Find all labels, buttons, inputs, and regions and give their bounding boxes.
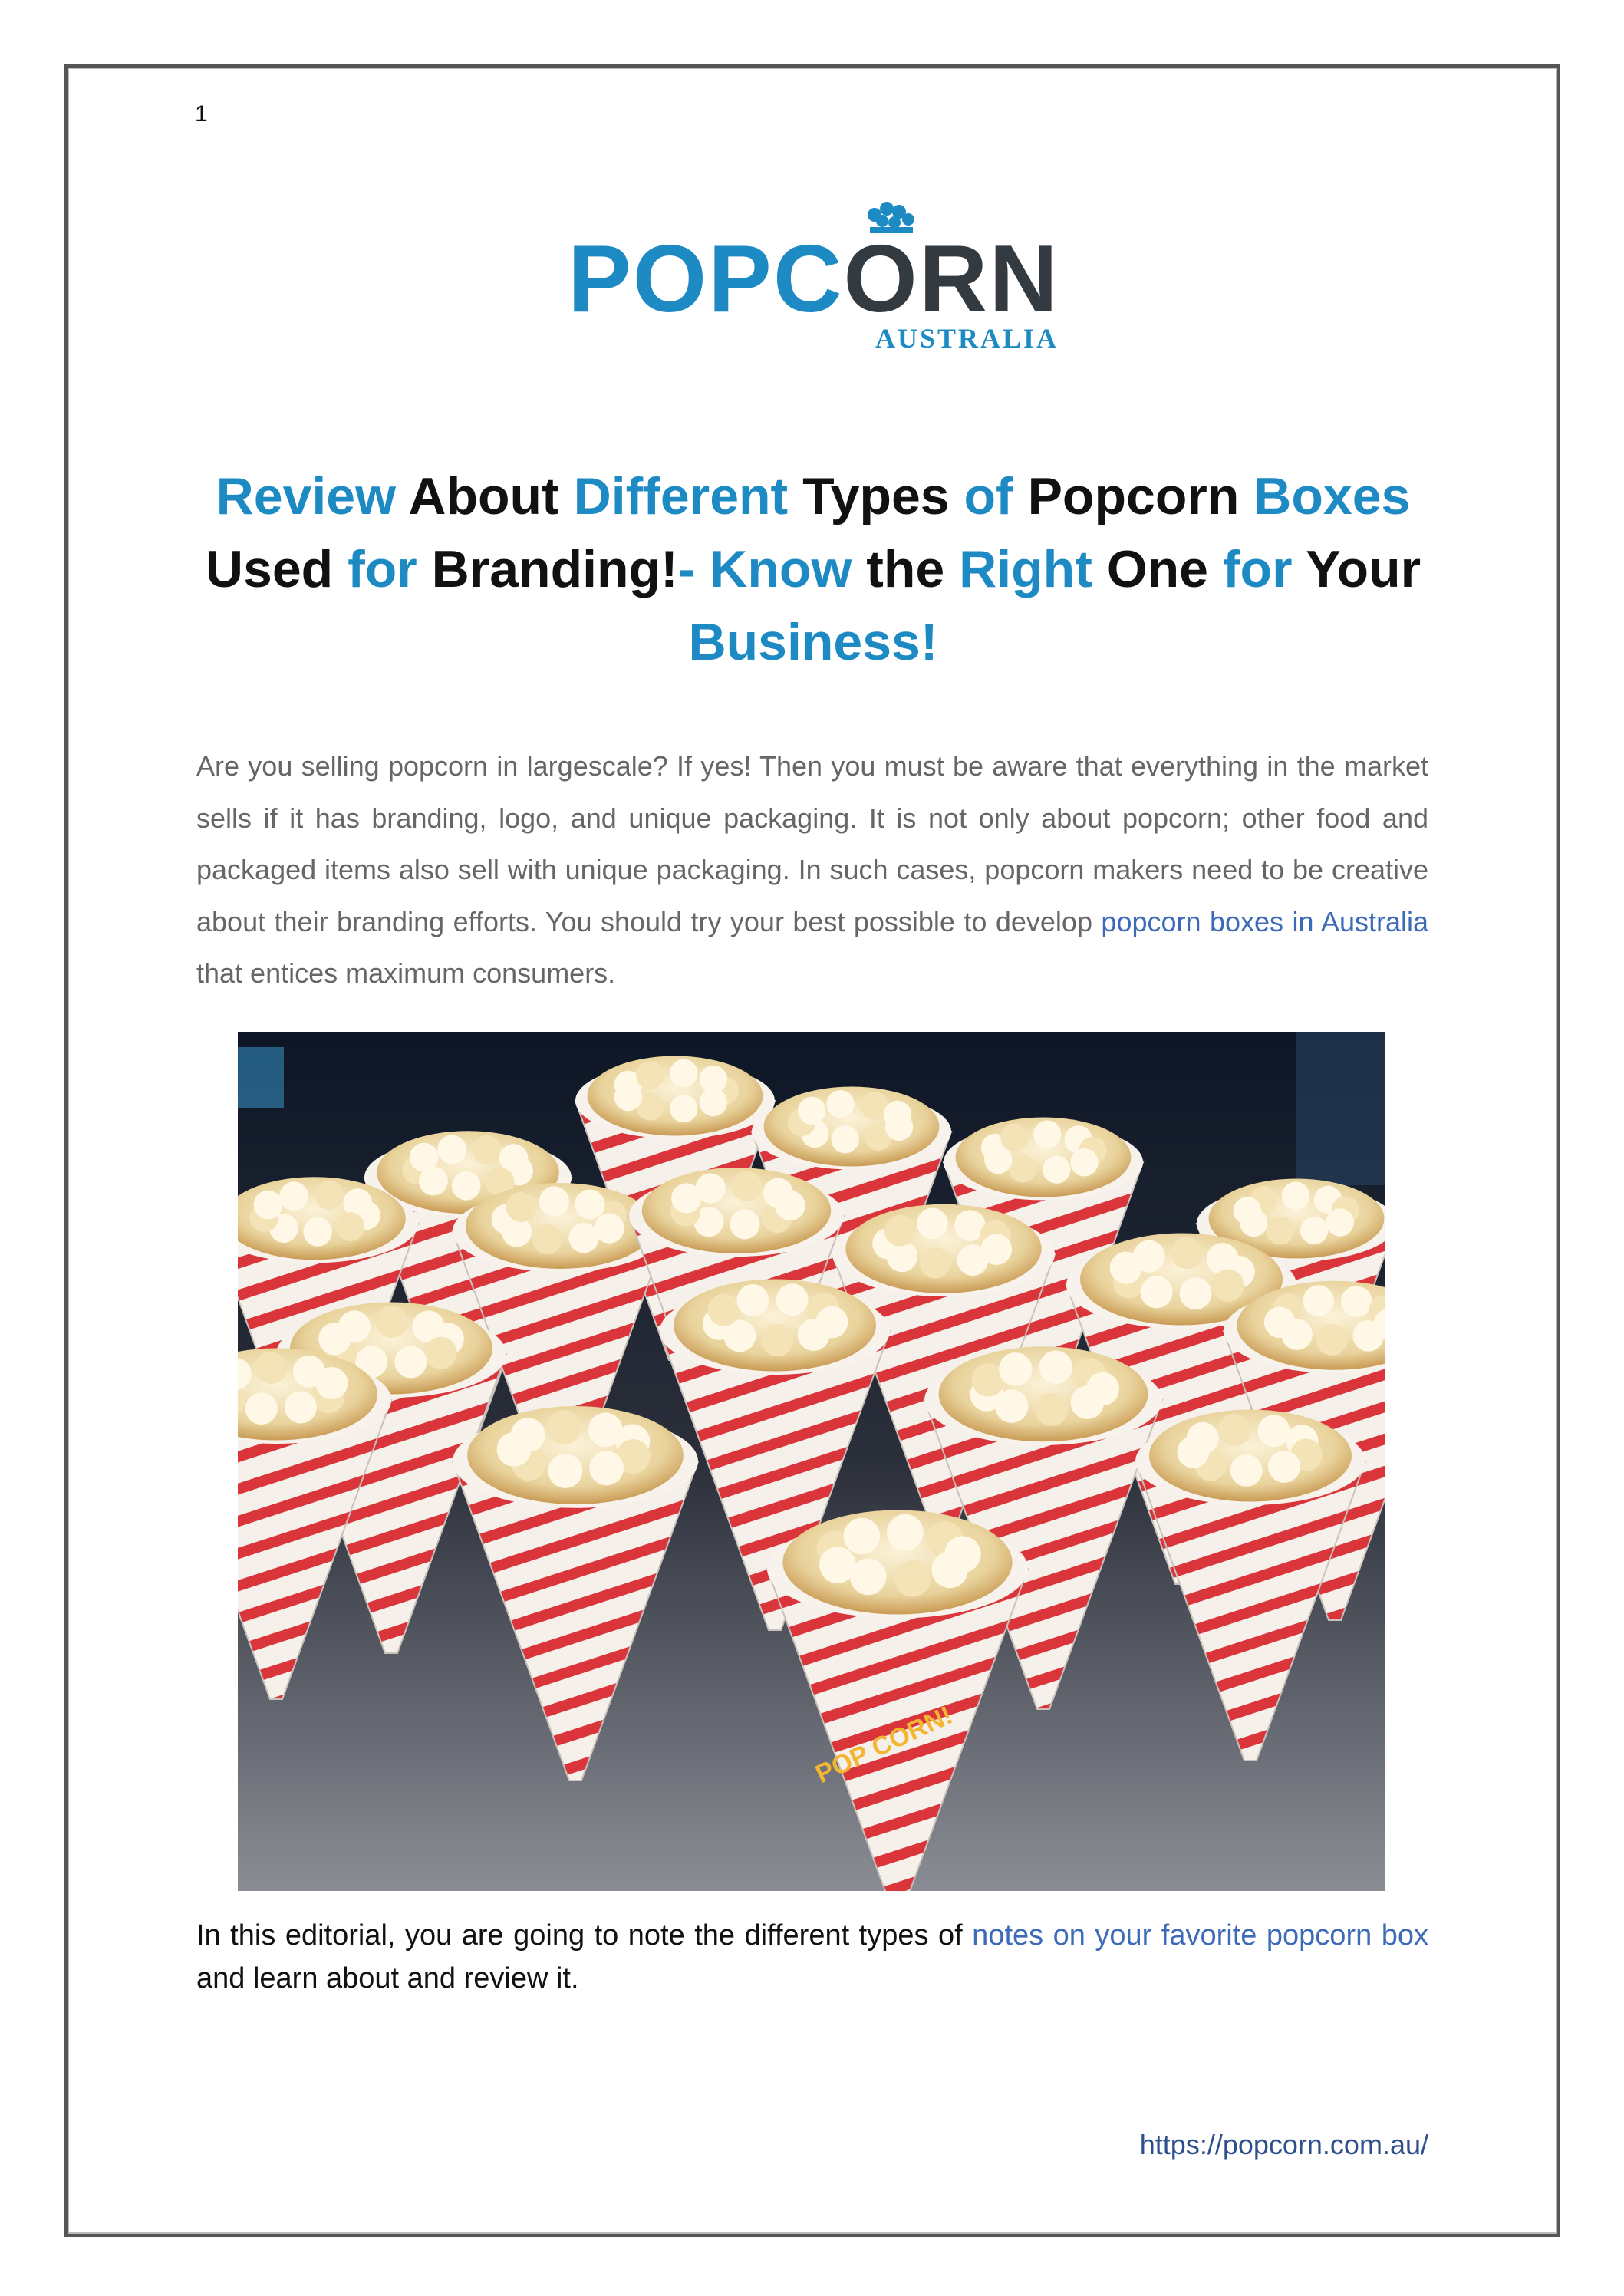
logo-word-dark: RN — [918, 226, 1059, 332]
title-line-1 — [184, 460, 1442, 533]
title-word-2-7: One — [1092, 540, 1223, 598]
editorial-paragraph — [196, 1914, 1428, 2000]
title-word-2-6: Right — [959, 540, 1092, 598]
title-word-3-1: Business! — [688, 613, 938, 671]
title-word-2-5: the — [852, 540, 960, 598]
logo-letter-o: O — [843, 226, 919, 332]
title-line-2 — [184, 533, 1442, 606]
title-word-2-4: - Know — [677, 540, 852, 598]
title-word-2-2: for — [348, 540, 417, 598]
title-word-2-1: Used — [205, 540, 348, 598]
cone-label: POP CORN! — [811, 1700, 957, 1790]
title-line-3 — [184, 606, 1442, 679]
title-word-1-7: Boxes — [1253, 467, 1411, 525]
logo-word-blue: POPC — [568, 226, 844, 332]
title-word-1-5: of — [964, 467, 1013, 525]
title-word-1-6: Popcorn — [1013, 467, 1254, 525]
intro-text: Are you selling popcorn in largescale? If yes! Then you must be aware that everything in the market sells if it has branding, logo, and unique packaging. It is not only about popcorn; other food and packaged items also sell with unique packaging. In such cases, popcorn makers need to be creative about their branding efforts. You should try your best possible to develop — [196, 750, 1428, 937]
intro-paragraph — [196, 740, 1428, 1000]
popcorn-australia-logo[interactable] — [568, 201, 1059, 354]
editorial-text-end: and learn about and review it. — [196, 1962, 579, 1995]
title-word-1-3: Different — [573, 467, 789, 525]
logo-wordmark — [568, 226, 1059, 332]
popcorn-boxes-australia-link[interactable]: popcorn boxes in Australia — [1101, 905, 1429, 937]
title-word-1-4: Types — [788, 467, 964, 525]
title-word-2-9: Your — [1292, 540, 1421, 598]
favorite-popcorn-box-link[interactable]: notes on your favorite popcorn box — [972, 1919, 1428, 1952]
article-title — [184, 460, 1442, 679]
title-word-2-8: for — [1222, 540, 1293, 598]
title-word-1-2: About — [396, 467, 574, 525]
footer-website-link[interactable]: https://popcorn.com.au/ — [1139, 2129, 1428, 2160]
popcorn-cones-illustration — [238, 1032, 1385, 1891]
page-number: 1 — [195, 101, 208, 127]
title-word-2-3: Branding! — [417, 540, 678, 598]
title-word-1-1: Review — [216, 467, 396, 525]
popcorn-cones-photo — [238, 1032, 1385, 1891]
logo-subtitle: AUSTRALIA — [875, 323, 1059, 354]
editorial-text: In this editorial, you are going to note the different types of — [196, 1919, 973, 1952]
intro-text-end: that entices maximum consumers. — [196, 957, 616, 989]
